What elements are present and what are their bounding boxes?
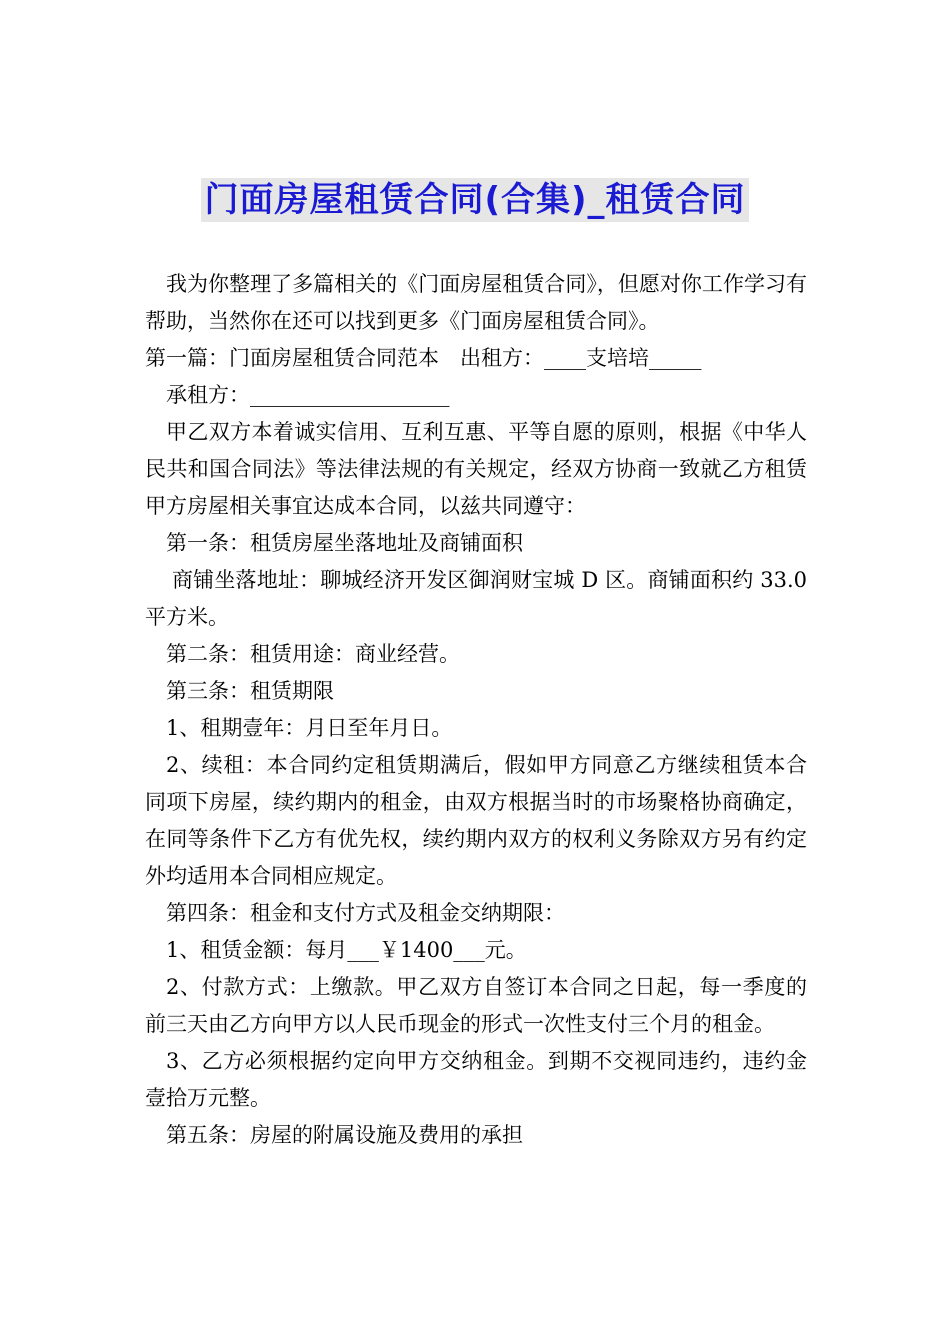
document-title-text: 门面房屋租赁合同(合集)_租赁合同: [201, 178, 748, 222]
late-payment-item: 3、乙方必须根据约定向甲方交纳租金。到期不交视同违约，违约金壹拾万元整。: [145, 1049, 807, 1110]
preamble-paragraph: 甲乙双方本着诚实信用、互利互惠、平等自愿的原则，根据《中华人民共和国合同法》等法律法规的有关规定，经双方协商一致就乙方租赁甲方房屋相关事宜达成本合同，以兹共同遵守：: [145, 420, 807, 518]
article-one-heading: 第一条：租赁房屋坐落地址及商铺面积: [166, 531, 523, 555]
document-body: [145, 266, 807, 1154]
article-two-heading: 第二条：租赁用途：商业经营。: [166, 642, 460, 666]
lessee-line: 承租方：___________________: [166, 383, 450, 407]
article-five-heading: 第五条：房屋的附属设施及费用的承担: [166, 1123, 523, 1147]
lease-term-item: 1、租期壹年：月日至年月日。: [166, 716, 453, 740]
intro-paragraph: 我为你整理了多篇相关的《门面房屋租赁合同》，但愿对你工作学习有帮助，当然你在还可以找到更多《门面房屋租赁合同》。: [145, 272, 807, 333]
document-title: [0, 178, 950, 222]
article-four-heading: 第四条：租金和支付方式及租金交纳期限：: [166, 901, 565, 925]
section-one-heading: 第一篇：门面房屋租赁合同范本 出租方：____支培培_____: [145, 346, 702, 370]
rent-amount-item: 1、租赁金额：每月___￥1400___元。: [166, 938, 527, 962]
renewal-item: 2、续租：本合同约定租赁期满后，假如甲方同意乙方继续租赁本合同项下房屋，续约期内的租金，由双方根据当时的市场聚格协商确定，在同等条件下乙方有优先权，续约期内双方的权利义务除双方另有约定外均适用本合同相应规定。: [145, 753, 807, 888]
article-three-heading: 第三条：租赁期限: [166, 679, 334, 703]
payment-method-item: 2、付款方式：上缴款。甲乙双方自签订本合同之日起，每一季度的前三天由乙方向甲方以人民币现金的形式一次性支付三个月的租金。: [145, 975, 807, 1036]
shop-address-paragraph: 商铺坐落地址：聊城经济开发区御润财宝城 D 区。商铺面积约 33.0 平方米。: [145, 568, 807, 629]
